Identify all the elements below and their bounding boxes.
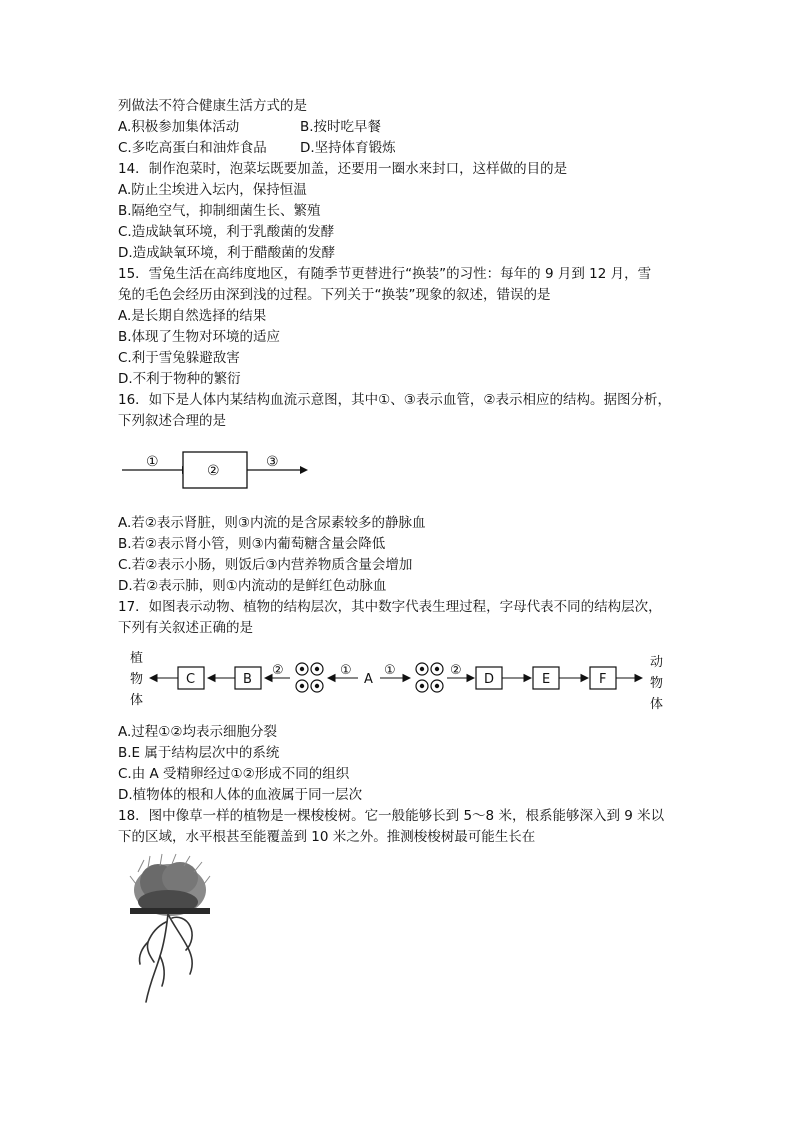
q17-stem-line2: 下列有关叙述正确的是 — [118, 620, 253, 636]
q18-stem-line2: 下的区域，水平根甚至能覆盖到 10 米之外。推测梭梭树最可能生长在 — [118, 829, 536, 845]
step-2-left-label: ② — [272, 663, 284, 678]
q17-option-b: B.E 属于结构层次中的系统 — [118, 745, 280, 761]
cell-cluster-left — [296, 663, 323, 692]
animal-body-label-2: 物 — [650, 676, 664, 691]
animal-body-label-3: 体 — [650, 697, 664, 712]
outflow-arrowhead — [300, 466, 308, 474]
q13-option-b: B.按时吃早餐 — [300, 119, 382, 135]
q14-option-a: A.防止尘埃进入坛内，保持恒温 — [118, 182, 307, 198]
animal-body-label-1: 动 — [650, 655, 664, 670]
q13-option-a: A.积极参加集体活动 — [118, 119, 240, 135]
plant-body-label-1: 植 — [130, 651, 144, 666]
box-e-label: E — [542, 672, 551, 687]
q17-option-a: A.过程①②均表示细胞分裂 — [118, 724, 277, 740]
q15-option-c: C.利于雪兔躲避敌害 — [118, 350, 240, 366]
q16-option-d: D.若②表示肺，则①内流动的是鲜红色动脉血 — [118, 578, 387, 594]
q14-stem: 14．制作泡菜时，泡菜坛既要加盖，还要用一圈水来封口，这样做的目的是 — [118, 161, 568, 177]
q13-option-d: D.坚持体育锻炼 — [300, 140, 396, 156]
q16-option-b: B.若②表示肾小管，则③内葡萄糖含量会降低 — [118, 536, 386, 552]
q16-option-c: C.若②表示小肠，则饭后③内营养物质含量会增加 — [118, 557, 413, 573]
q16-option-a: A.若②表示肾脏，则③内流的是含尿素较多的静脉血 — [118, 515, 426, 531]
q15-option-a: A.是长期自然选择的结果 — [118, 308, 267, 324]
blood-flow-diagram — [120, 448, 320, 496]
q15-option-b: B.体现了生物对环境的适应 — [118, 329, 281, 345]
box-d-label: D — [484, 672, 495, 687]
q16-stem-line1: 16．如下是人体内某结构血流示意图，其中①、③表示血管，②表示相应的结构。据图分析， — [118, 392, 671, 408]
q15-stem-line2: 兔的毛色会经历由深到浅的过程。下列关于“换装”现象的叙述，错误的是 — [118, 287, 551, 303]
q15-option-d: D.不利于物种的繁衍 — [118, 371, 241, 387]
q17-stem-line1: 17．如图表示动物、植物的结构层次，其中数字代表生理过程，字母代表不同的结构层次， — [118, 599, 662, 615]
saxaul-tree-photo — [128, 852, 212, 1008]
cell-cluster-right — [416, 663, 443, 692]
box-f-label: F — [599, 672, 607, 687]
structure-levels-diagram — [118, 642, 678, 716]
q14-option-d: D.造成缺氧环境，利于醋酸菌的发酵 — [118, 245, 336, 261]
fertilized-egg-a-label: A — [364, 672, 373, 687]
q18-stem-line1: 18．图中像草一样的植物是一棵梭梭树。它一般能够长到 5～8 米，根系能够深入到 9 米以 — [118, 808, 665, 824]
structure-2-label: ② — [207, 463, 220, 479]
vessel-1-label: ① — [146, 454, 159, 470]
plant-body-label-2: 物 — [130, 672, 144, 687]
q16-stem-line2: 下列叙述合理的是 — [118, 413, 226, 429]
q14-option-b: B.隔绝空气，抑制细菌生长、繁殖 — [118, 203, 321, 219]
step-2-right-label: ② — [450, 663, 462, 678]
vessel-3-label: ③ — [266, 454, 279, 470]
q15-stem-line1: 15．雪兔生活在高纬度地区，有随季节更替进行“换装”的习性：每年的 9 月到 12 月，雪 — [118, 266, 652, 282]
q17-option-d: D.植物体的根和人体的血液属于同一层次 — [118, 787, 363, 803]
step-1-left-label: ① — [340, 663, 352, 678]
q13-option-c: C.多吃高蛋白和油炸食品 — [118, 140, 267, 156]
q17-option-c: C.由 A 受精卵经过①②形成不同的组织 — [118, 766, 350, 782]
q14-option-c: C.造成缺氧环境，利于乳酸菌的发酵 — [118, 224, 335, 240]
box-c-label: C — [186, 672, 196, 687]
box-b-label: B — [243, 672, 252, 687]
q13-stem: 列做法不符合健康生活方式的是 — [118, 98, 307, 114]
step-1-right-label: ① — [384, 663, 396, 678]
plant-body-label-3: 体 — [130, 693, 144, 708]
